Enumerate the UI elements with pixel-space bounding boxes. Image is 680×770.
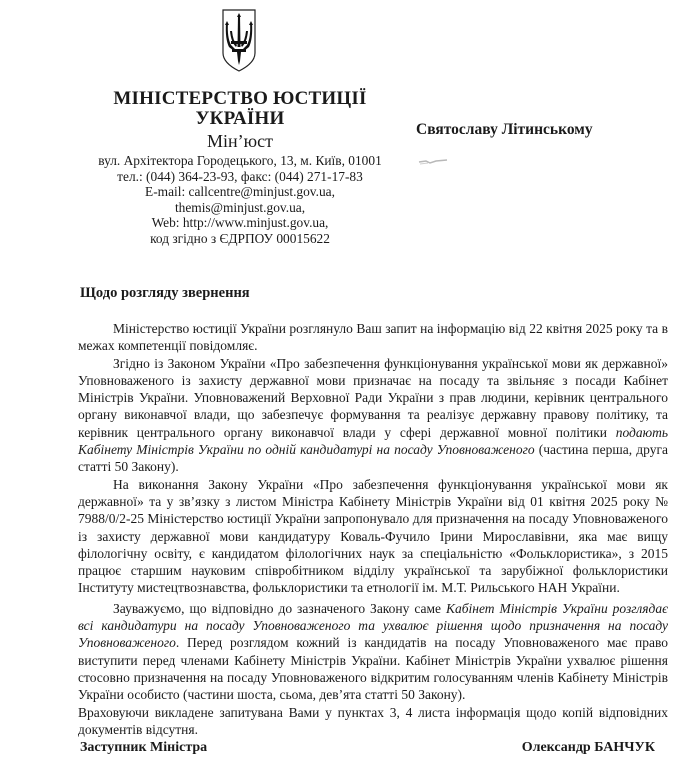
ministry-name-line2: УКРАЇНИ	[195, 108, 285, 129]
phones: тел.: (044) 364-23-93, факс: (044) 271-17-83	[117, 168, 363, 184]
email-secondary: themis@minjust.gov.ua,	[174, 199, 306, 215]
address: вул. Архітектора Городецького, 13, м. Київ, 01001	[98, 153, 382, 168]
email-primary: E-mail: callcentre@minjust.gov.ua,	[145, 184, 335, 200]
paragraph-4-text-a: Зауважуємо, що відповідно до зазначеного Закону саме	[113, 600, 446, 616]
redaction-mark-icon	[418, 158, 448, 166]
paragraph-4	[78, 600, 668, 704]
ministry-short-name: Мін’юст	[207, 131, 273, 151]
recipient-name: Святославу Літинському	[416, 121, 593, 138]
letter-body	[78, 320, 668, 738]
paragraph-4-italic: Кабінет Міністрів України розглядає всі кандидатури на посаду Уповноваженого та ухвалює рішення щодо призначення на посаду Уповноваженого	[78, 600, 668, 651]
ministry-header	[70, 89, 410, 152]
signatory-position: Заступник Міністра	[80, 740, 208, 755]
letter-subject: Щодо розгляду звернення	[80, 285, 250, 301]
paragraph-2	[78, 355, 668, 476]
paragraph-5: Враховуючи викладене запитувана Вами у пунктах 3, 4 листа інформація щодо копій відповідних документів відсутня.	[78, 704, 668, 737]
paragraph-2-text-b: (частина перша, друга статті 50 Закону).	[78, 442, 668, 475]
paragraph-2-italic: подають Кабінету Міністрів України по одній кандидатурі на посаду Уповноваженого	[78, 424, 668, 458]
paragraph-4-text-b: . Перед розглядом кожний із кандидатів на посаду Уповноваженого має право виступити перед членами Кабінету Міністрів України. Кабінет Міністрів України ухвалює рішення стосовно призначення на посаду Уповноваженого відкритим голосуванням членів Кабінету Міністрів України особисто (частини шоста, сьома, дев’ята статті 50 Закону).	[78, 635, 668, 703]
paragraph-2-text-a: Згідно із Законом України «Про забезпечення функціонування української мови як державної» Уповноваженого із захисту державної мови призначає на посаду та звільняє з посади Кабінет Міністрів України. Уповноважений Верховної Ради України з прав людини, керівник центрального органу виконавчої влади, що забезпечує формування та реалізує державну правову політику, та керівник центрального органу виконавчої влади у сфері державної мовної політики	[78, 355, 668, 440]
edrpou-code: код згідно з ЄДРПОУ 00015622	[150, 230, 330, 246]
paragraph-1: Міністерство юстиції України розглянуло Ваш запит на інформацію від 22 квітня 2025 року та в межах компетенції повідомляє.	[78, 321, 668, 354]
ministry-name-line1: МІНІСТЕРСТВО ЮСТИЦІЇ	[113, 88, 367, 109]
trident-coat-of-arms-icon	[222, 9, 256, 72]
signatory-name: Олександр БАНЧУК	[521, 740, 655, 755]
ministry-contacts	[70, 153, 410, 247]
website: Web: http://www.minjust.gov.ua,	[151, 215, 329, 231]
paragraph-3: На виконання Закону України «Про забезпечення функціонування української мови як державної» та у зв’язку з листом Міністра Кабінету Міністрів України від 01 квітня 2025 року № 7988/0/2-25 Міністерство юстиції України запропонувало для призначення на посаду Уповноваженого із захисту державної мови кандидатуру Коваль-Фучило Ірини Мирославівни, яка має вищу філологічну освіту, є кандидатом філологічних наук за спеціальністю «Фольклористика», з 2015 працює старшим науковим співробітником відділу української та зарубіжної фольклористики Інституту мистецтвознавства, фольклористики та етнології ім. М.Т. Рильського НАН України.	[78, 476, 668, 596]
